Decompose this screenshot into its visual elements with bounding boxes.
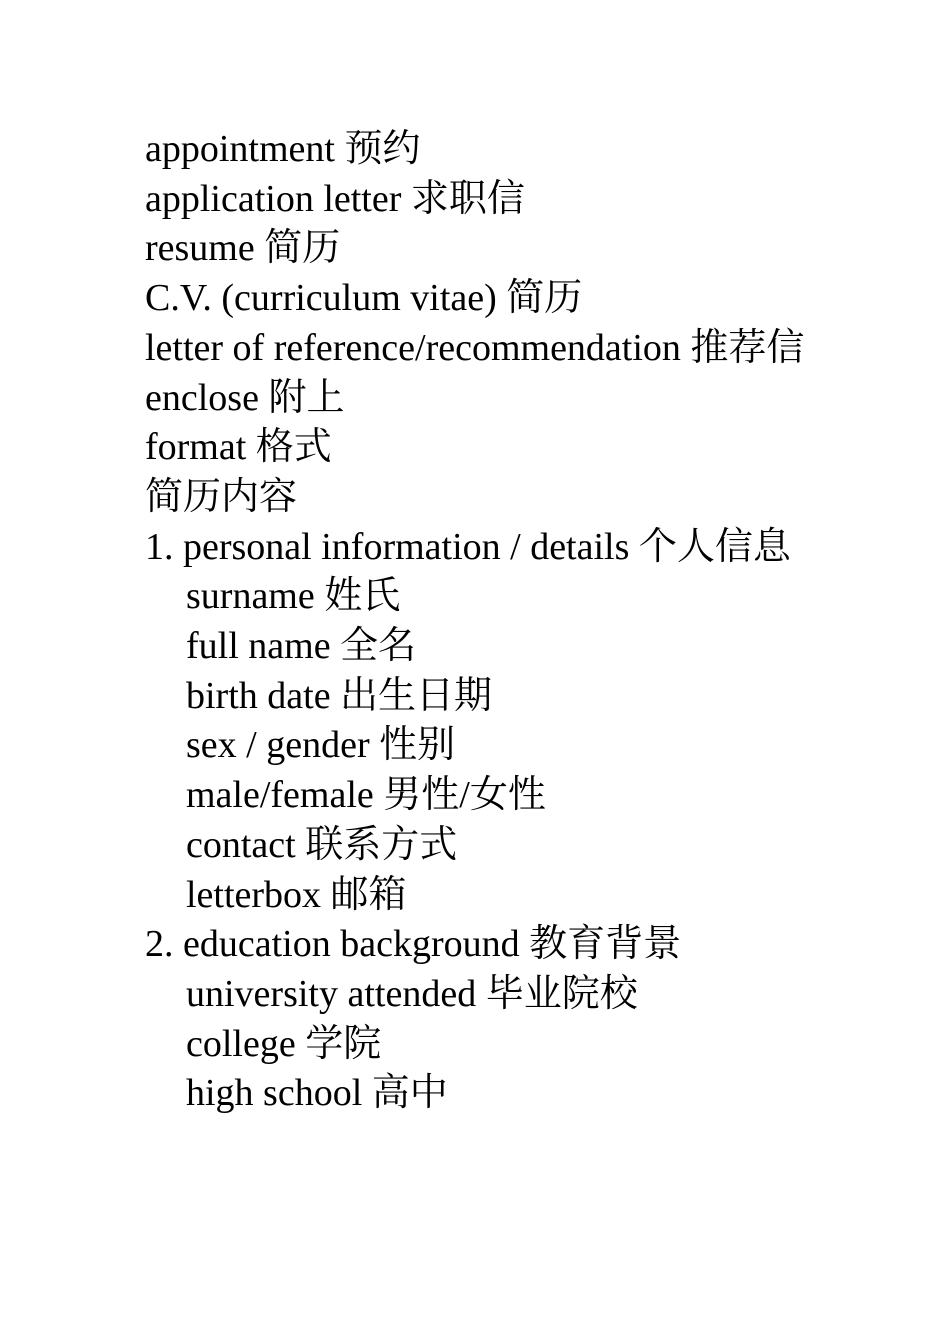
vocab-line-high-school: high school 高中 bbox=[186, 1072, 448, 1115]
vocab-line-resume: resume 简历 bbox=[145, 227, 341, 270]
vocab-line-format: format 格式 bbox=[145, 426, 332, 469]
vocab-line-application-letter: application letter 求职信 bbox=[145, 177, 525, 220]
vocab-line-enclose: enclose 附上 bbox=[145, 376, 345, 419]
document-page bbox=[145, 125, 807, 1119]
vocab-line-appointment: appointment 预约 bbox=[145, 128, 421, 170]
section-heading-education-background: 2. education background 教育背景 bbox=[145, 923, 682, 966]
vocab-line-birth-date: birth date 出生日期 bbox=[186, 674, 493, 717]
vocab-line-college: college 学院 bbox=[186, 1022, 382, 1065]
vocab-line-full-name: full name 全名 bbox=[186, 625, 417, 668]
vocab-line-surname: surname 姓氏 bbox=[186, 575, 401, 618]
vocab-line-sex-gender: sex / gender 性别 bbox=[186, 724, 456, 767]
section-heading-personal-information: 1. personal information / details 个人信息 bbox=[145, 525, 791, 568]
vocab-line-university-attended: university attended 毕业院校 bbox=[186, 972, 638, 1015]
vocab-line-letterbox: letterbox 邮箱 bbox=[186, 873, 407, 916]
section-heading-resume-content: 简历内容 bbox=[145, 475, 298, 518]
vocab-line-cv: C.V. (curriculum vitae) 简历 bbox=[145, 277, 583, 320]
vocab-line-contact: contact 联系方式 bbox=[186, 823, 458, 866]
vocab-line-letter-of-reference: letter of reference/recommendation 推荐信 bbox=[145, 326, 805, 369]
vocab-line-male-female: male/female 男性/女性 bbox=[186, 774, 546, 817]
